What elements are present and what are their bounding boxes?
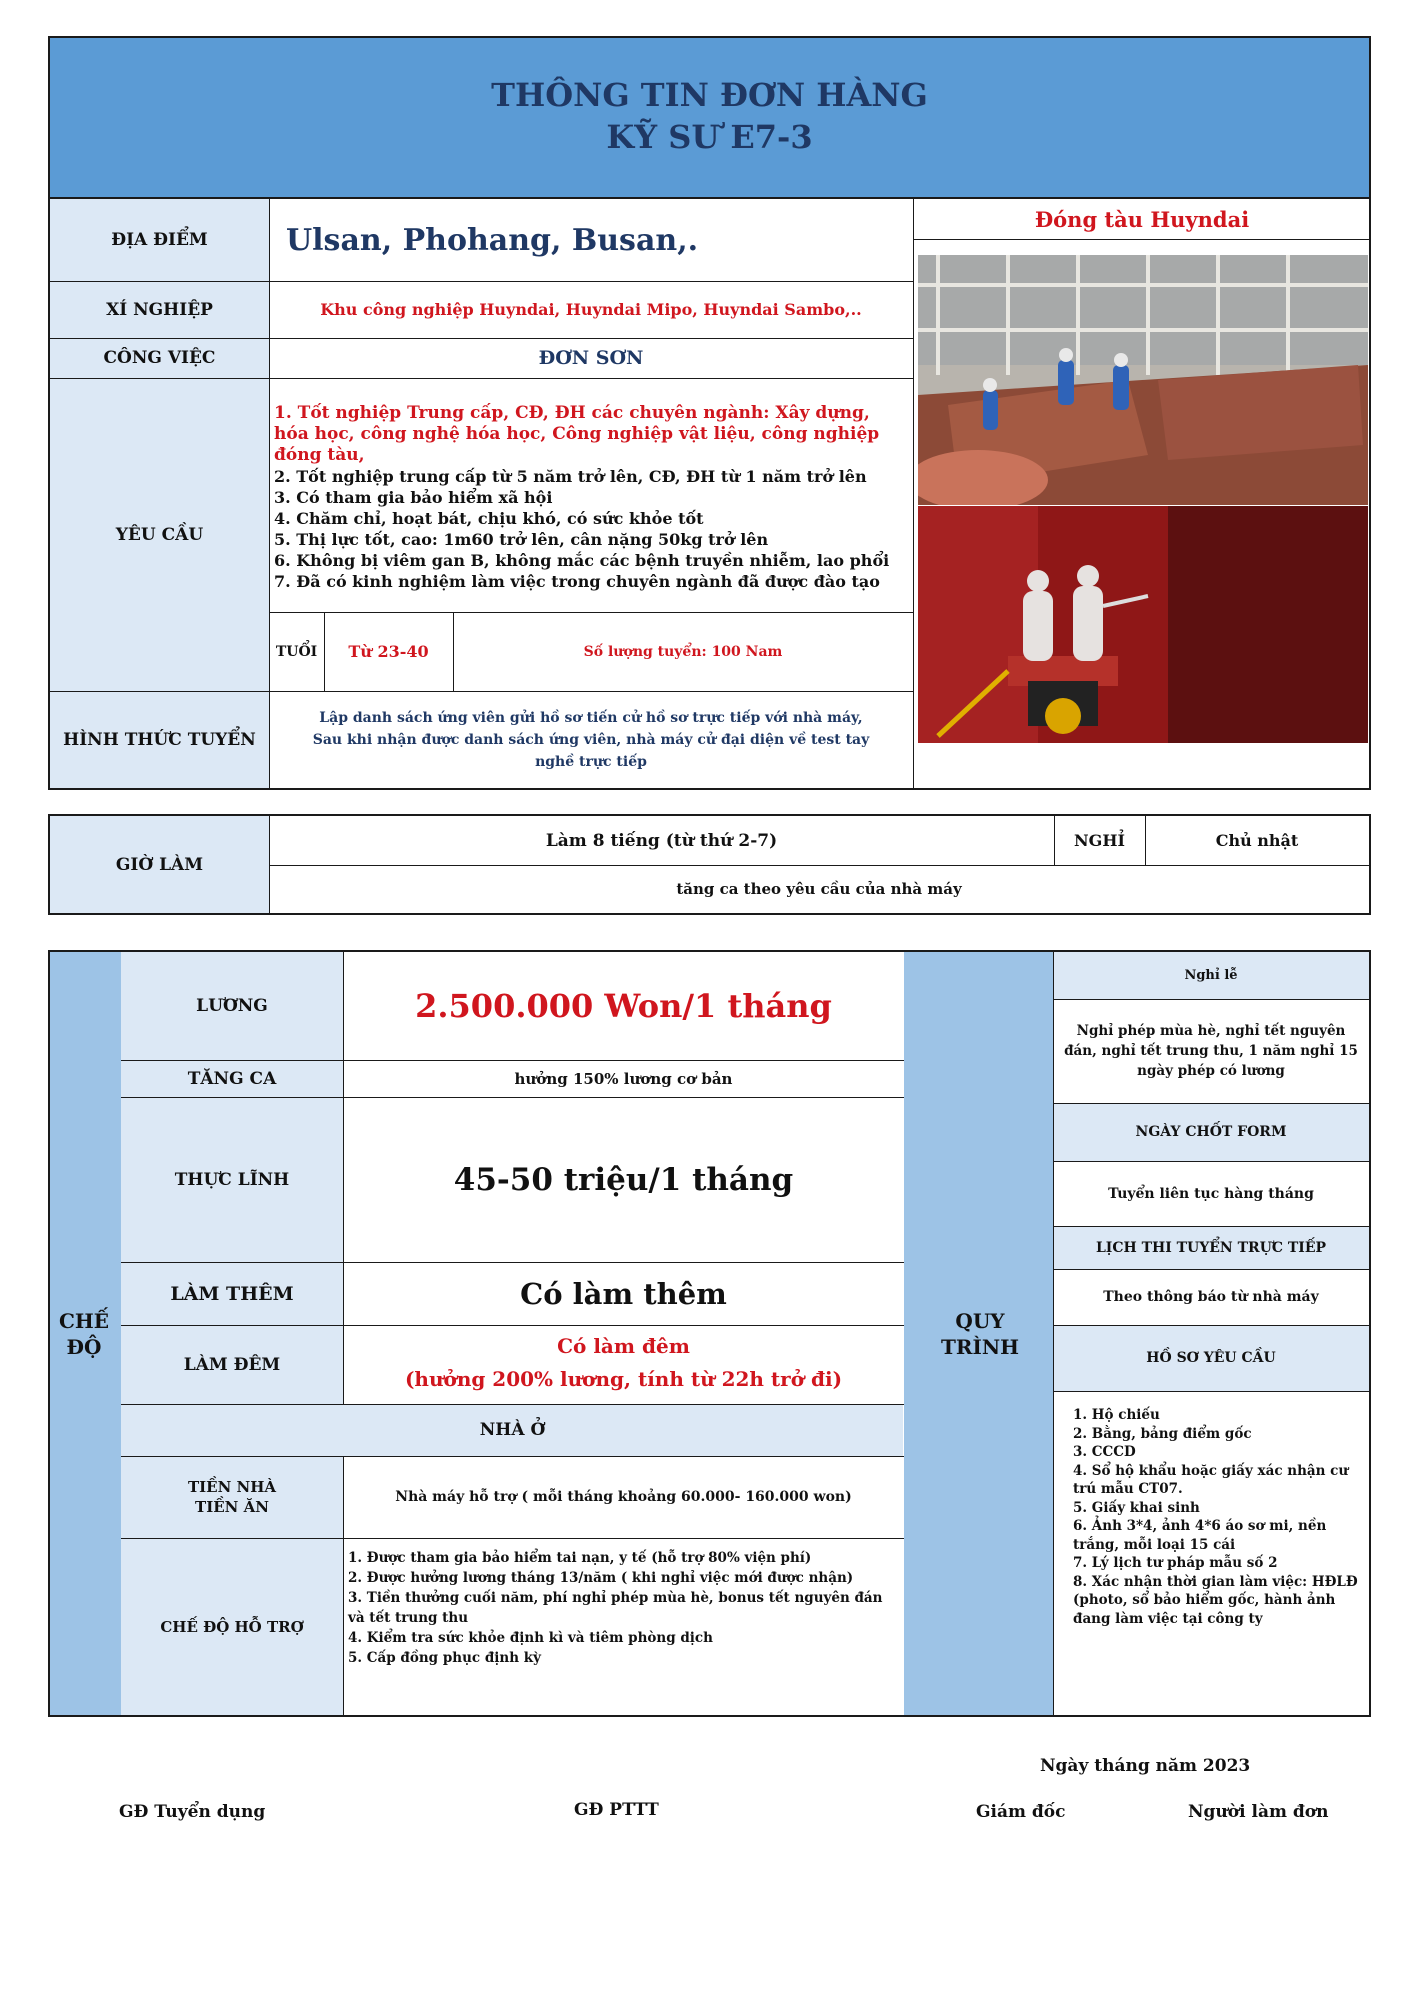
job-value: ĐƠN SƠN (538, 347, 644, 369)
signature-applicant: Người làm đơn (1188, 1802, 1329, 1822)
rest-value: Chủ nhật (1215, 831, 1299, 850)
housing-value: Nhà máy hỗ trợ ( mỗi tháng khoảng 60.000- 160.000 won) (395, 1489, 852, 1505)
company-value: Khu công nghiệp Huyndai, Huyndai Mipo, Huyndai Sambo,.. (320, 300, 862, 319)
method-label: HÌNH THỨC TUYỂN (63, 729, 256, 750)
requirement-item: 7. Đã có kinh nghiệm làm việc trong chuyên ngành đã được đào tạo (274, 572, 880, 591)
rest-label: NGHỈ (1074, 831, 1125, 850)
net-label: THỰC LĨNH (174, 1169, 290, 1190)
docs-header: HỒ SƠ YÊU CẦU (1146, 1350, 1276, 1366)
requirement-item: 3. Có tham gia bảo hiểm xã hội (274, 488, 553, 507)
signature-recruitment-director: GĐ Tuyển dụng (119, 1802, 266, 1822)
night-note: (hưởng 200% lương, tính từ 22h trở đi) (404, 1367, 843, 1391)
requirement-item: 5. Thị lực tốt, cao: 1m60 trở lên, cân nặng 50kg trở lên (274, 530, 769, 549)
holiday-header: Nghỉ lễ (1184, 968, 1238, 983)
support-item: 1. Được tham gia bảo hiểm tai nạn, y tế (hỗ trợ 80% viện phí) (348, 1550, 812, 1566)
doc-item: 4. Sổ hộ khẩu hoặc giấy xác nhận cư trú mẫu CT07. (1073, 1462, 1349, 1497)
salary-label: LƯƠNG (196, 996, 268, 1016)
night-label: LÀM ĐÊM (183, 1354, 281, 1375)
age-label: TUỔI (275, 643, 318, 660)
support-item: 5. Cấp đồng phục định kỳ (348, 1650, 541, 1666)
overtime-value: hưởng 150% lương cơ bản (514, 1069, 733, 1088)
support-item: 3. Tiền thưởng cuối năm, phí nghỉ phép mùa hè, bonus tết nguyên đán và tết trung thu (348, 1590, 883, 1626)
salary-value: 2.500.000 Won/1 tháng (415, 987, 832, 1025)
extra-value: Có làm thêm (520, 1276, 727, 1311)
requirements-label: YÊU CẦU (115, 524, 204, 545)
process-side-label: QUY TRÌNH (940, 1308, 1020, 1359)
requirement-item: 6. Không bị viêm gan B, không mắc các bệnh truyền nhiễm, lao phổi (274, 551, 890, 570)
overtime-label: TĂNG CA (187, 1068, 277, 1089)
age-value: Từ 23-40 (348, 642, 429, 661)
night-value: Có làm đêm (557, 1334, 690, 1358)
overtime-note: tăng ca theo yêu cầu của nhà máy (676, 880, 962, 898)
location-label: ĐỊA ĐIỂM (111, 230, 208, 250)
page-title: THÔNG TIN ĐƠN HÀNG (491, 76, 928, 114)
net-value: 45-50 triệu/1 tháng (453, 1161, 794, 1198)
support-item: 2. Được hưởng lương tháng 13/năm ( khi nghỉ việc mới được nhận) (348, 1570, 854, 1586)
header-banner (48, 36, 1371, 199)
housing-header: NHÀ Ở (479, 1420, 546, 1440)
info-section (48, 197, 1371, 790)
deadline-header: NGÀY CHỐT FORM (1135, 1124, 1287, 1140)
doc-item: 5. Giấy khai sinh (1073, 1499, 1200, 1516)
painting-photo (918, 506, 1368, 743)
requirement-item: 4. Chăm chỉ, hoạt bát, chịu khó, có sức khỏe tốt (274, 509, 704, 528)
company-label: XÍ NGHIỆP (106, 299, 213, 320)
signature-director: Giám đốc (976, 1802, 1066, 1822)
requirement-item: 1. Tốt nghiệp Trung cấp, CĐ, ĐH các chuyên ngành: Xây dựng, hóa học, công nghệ hóa học, Công nghiệp vật liệu, công nghiệp đóng tàu, (274, 403, 880, 465)
requirements-list (274, 403, 910, 592)
method-value: Lập danh sách ứng viên gửi hồ sơ tiến cử hồ sơ trực tiếp với nhà máy, Sau khi nhận được danh sách ứng viên, nhà máy cử đại diện về test tay nghề trực tiếp (312, 709, 870, 770)
footer-date: Ngày tháng năm 2023 (1040, 1756, 1251, 1776)
job-label: CÔNG VIỆC (103, 348, 216, 368)
signature-development-director: GĐ PTTT (574, 1800, 659, 1820)
requirement-item: 2. Tốt nghiệp trung cấp từ 5 năm trở lên, CĐ, ĐH từ 1 năm trở lên (274, 467, 867, 486)
doc-item: 3. CCCD (1073, 1444, 1136, 1460)
benefits-section (48, 950, 1371, 1717)
support-label: CHẾ ĐỘ HỖ TRỢ (160, 1617, 304, 1636)
exam-header: LỊCH THI TUYỂN TRỰC TIẾP (1095, 1239, 1327, 1256)
doc-item: 6. Ảnh 3*4, ảnh 4*6 áo sơ mi, nền trắng, mỗi loại 15 cái (1073, 1518, 1327, 1553)
support-list (348, 1548, 900, 1668)
quantity-value: Số lượng tuyển: 100 Nam (583, 643, 783, 660)
hours-value: Làm 8 tiếng (từ thứ 2-7) (545, 830, 778, 851)
doc-item: 1. Hộ chiếu (1073, 1407, 1160, 1423)
shipyard-photo (918, 255, 1368, 505)
benefits-side-label: CHẾ ĐỘ (58, 1308, 110, 1359)
exam-value: Theo thông báo từ nhà máy (1103, 1289, 1319, 1305)
housing-label: TIỀN NHÀ TIỀN ĂN (187, 1478, 277, 1516)
deadline-value: Tuyển liên tục hàng tháng (1108, 1185, 1314, 1202)
support-item: 4. Kiểm tra sức khỏe định kì và tiêm phòng dịch (348, 1630, 713, 1646)
extra-label: LÀM THÊM (170, 1282, 294, 1305)
doc-item: 2. Bằng, bảng điểm gốc (1073, 1425, 1252, 1442)
photo-caption: Đóng tàu Huyndai (1034, 206, 1250, 232)
hours-label: GIỜ LÀM (115, 854, 204, 875)
holiday-value: Nghỉ phép mùa hè, nghỉ tết nguyên đán, nghỉ tết trung thu, 1 năm nghỉ 15 ngày phép có lương (1064, 1023, 1358, 1079)
doc-item: 8. Xác nhận thời gian làm việc: HĐLĐ (photo, sổ bảo hiểm gốc, hành ảnh đang làm việc tại công ty (1073, 1573, 1358, 1627)
page-subtitle: KỸ SƯ E7-3 (606, 118, 813, 156)
location-value: Ulsan, Phohang, Busan,. (286, 222, 699, 258)
docs-list (1073, 1406, 1365, 1628)
doc-item: 7. Lý lịch tư pháp mẫu số 2 (1073, 1555, 1278, 1571)
hours-section (48, 814, 1371, 915)
